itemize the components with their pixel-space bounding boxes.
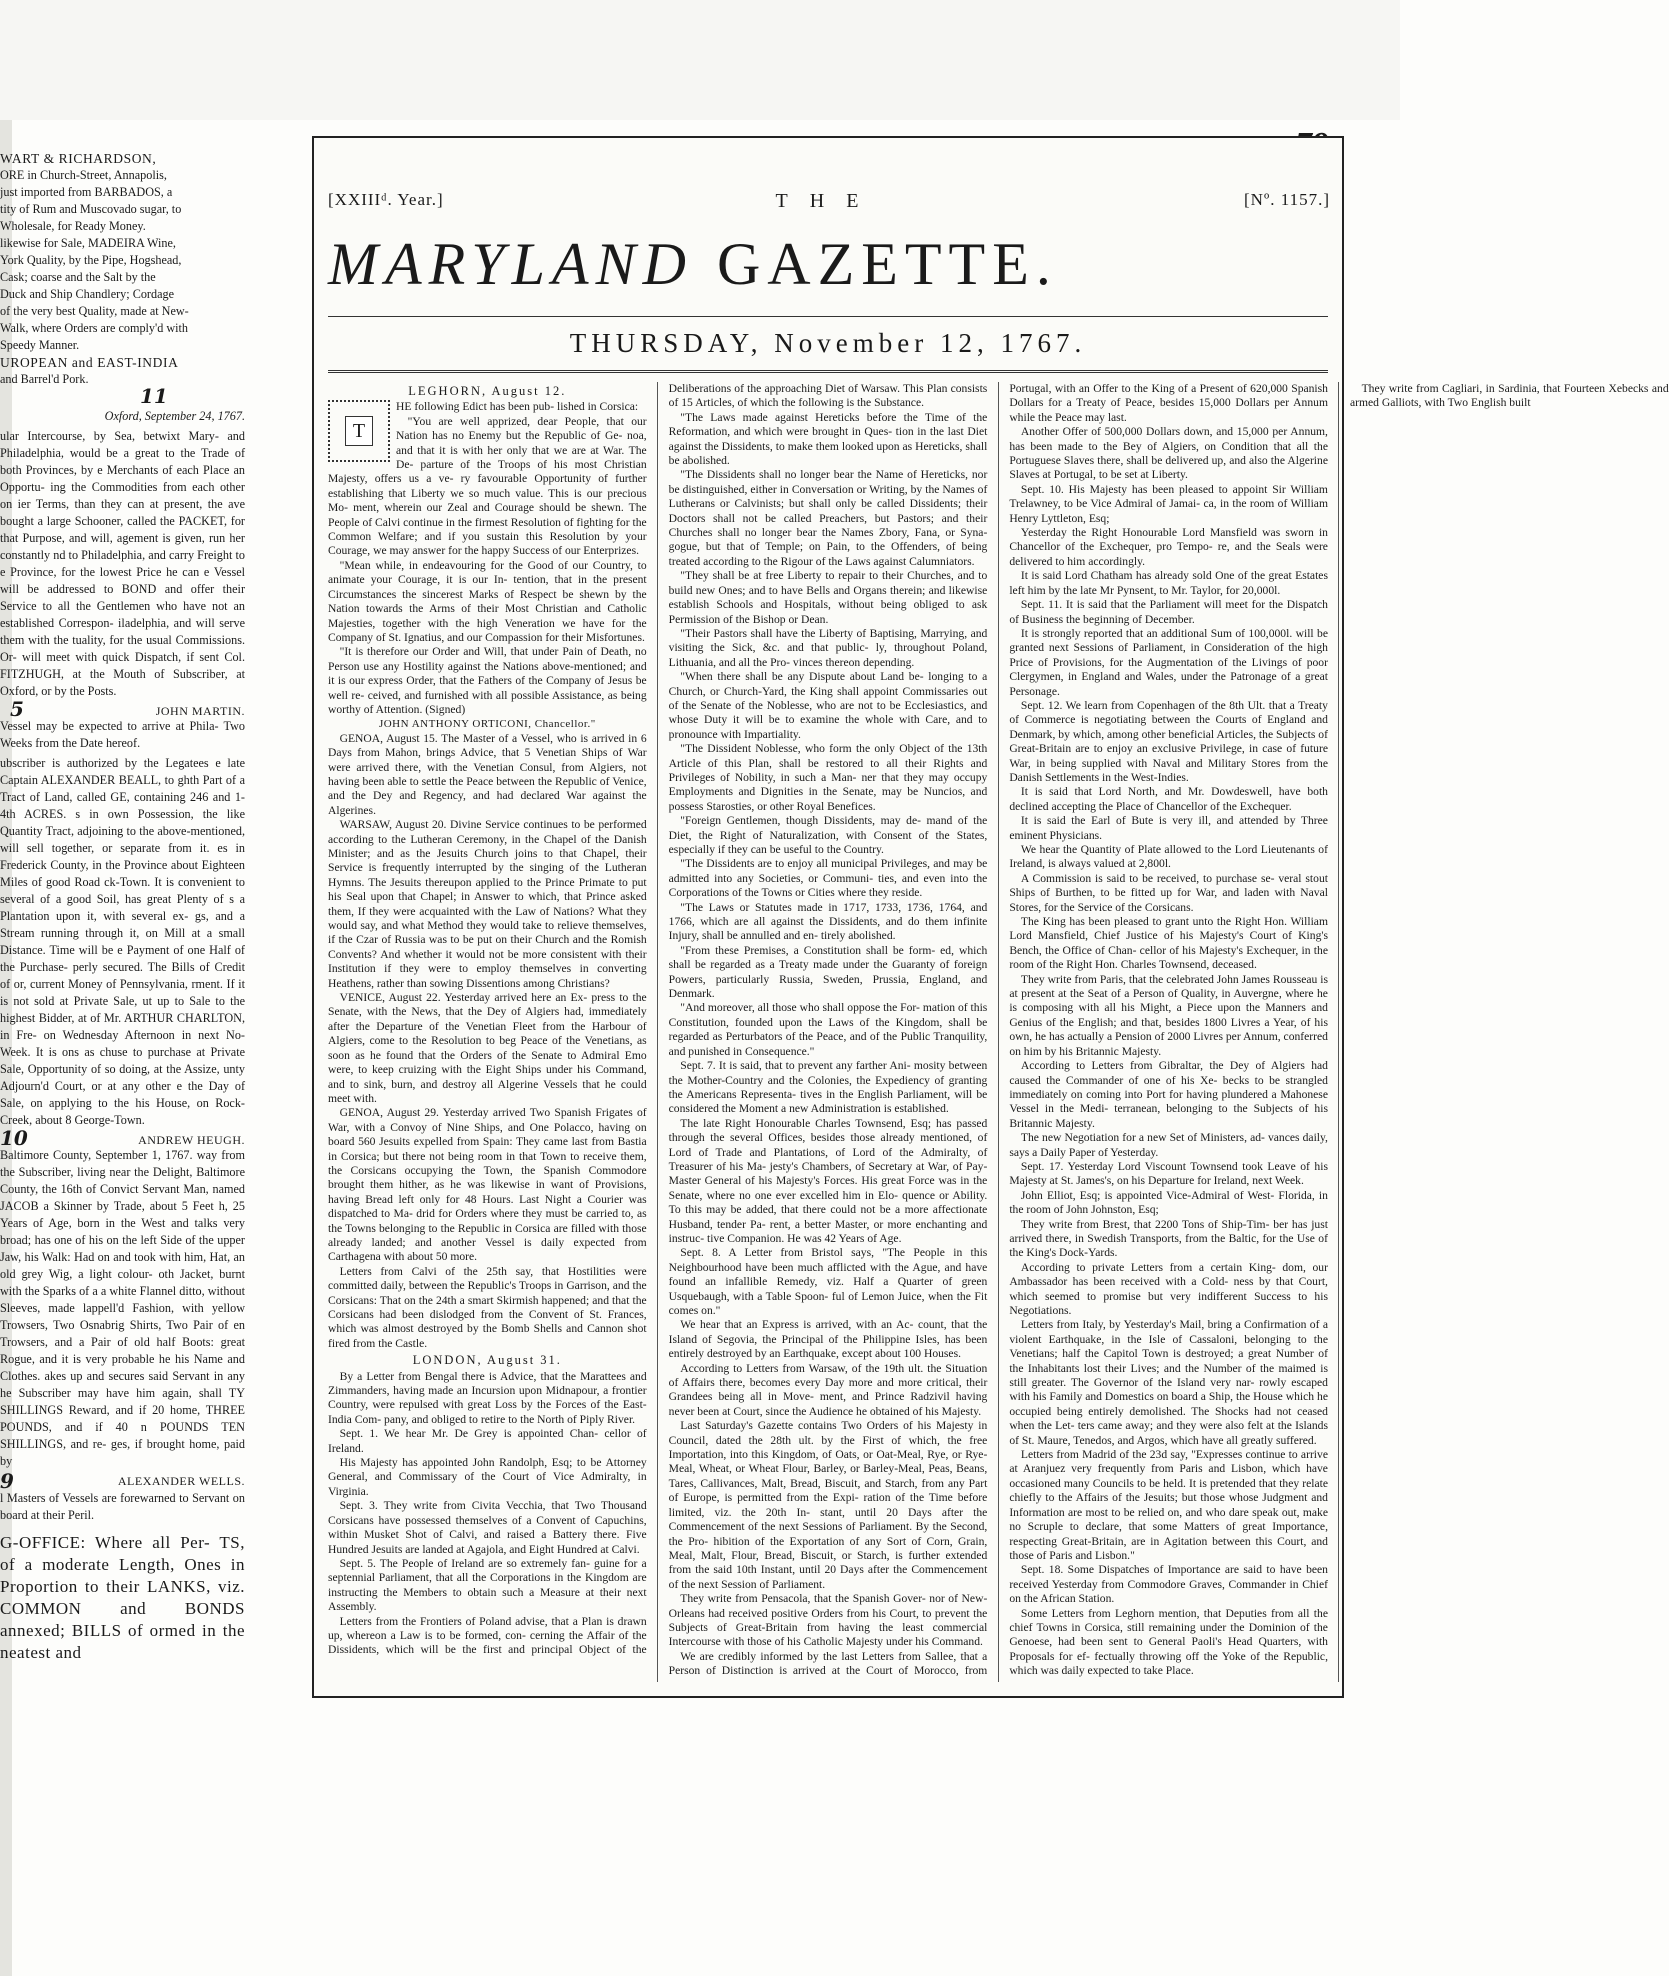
handwritten-mark: 9 [0,1469,14,1493]
ad-stewart-line: UROPEAN and EAST-INDIA [0,355,179,370]
ad-stewart-line: Duck and Ship Chandlery; Cordage [0,287,174,301]
article-paragraph: It is said Lord Chatham has already sold One of the great Estates left him by the late Mr Pynsent, to Mr. Taylor, for 20,000l. [1009,569,1328,597]
article-paragraph: Yesterday the Right Honourable Lord Mansfield was sworn in Chancellor of the Exchequer, pro Tempo- re, and the Seals were delivered to him accordingly. [1009,526,1328,568]
dateline-heading: LEGHORN, August 12. [408,384,567,398]
top-margin [0,0,1400,120]
article-paragraph: "The Dissident Noblesse, who form the only Object of the 13th Article of this Plan, shall be restored to all their Rights and Privileges of Nobility, in such a Man- ner that they may occupy Employments and Dignities in the Senate, may be Nuncios, and possess Starosties, or other Royal Benefices. [668,742,988,813]
ad-stewart-line: Cask; coarse and the Salt by the [0,270,156,284]
initial-letter: T [345,416,373,446]
signature-line: JOHN ANTHONY ORTICONI, Chancellor." [378,718,596,731]
masthead-rule [328,316,1328,317]
ad-legatees-body: ubscriber is authorized by the Legatees e late Captain ALEXANDER BEALL, to ghth Part of a Tract of Land, called GE, containing 246 and 1-4th ACRES. s in own Possession, the like Quantity Tract, adjoining to the above-mentioned, will sell together, or separate from it. es in Frederick County, in the Province about Eighteen Miles of good Road ck-Town. It is convenient to several of a good Soil, has great Plenty of s a Plantation upon it, with several ex- gs, and a Stream running through it, on Mill at a small Distance. Time will be e Payment of one Half of the Purchase- perly secured. The Bills of Credit of or, current Money of Pennsylvania, rment. If it is not sold at Private Sale, ut up to Sale to the highest Bidder, at of Mr. ARTHUR CHARLTON, in Fre- on Wednesday Afternoon in next No- Week. It is ons as chuse to purchase at Private Sale, Opportunity of so doing, at the Assize, unty Adjourn'd Court, or at any other e the Day of Sale, on applying to the his House, on Rock-Creek, about 8 George-Town. [0,756,245,1127]
handwritten-mark: 10 [0,1126,28,1150]
ad-oxford-body: ular Intercourse, by Sea, betwixt Mary- and Philadelphia, would be a great to the Trade of both Provinces, by e Merchants of each Place an Opportu- ing the Commodities from each other on ier Terms, than they can at present, the ave bought a large Schooner, called the PACKET, for that Purpose, and will, agement is given, run her constantly nd to Philadelphia, and carry Freight to e Province, for the lowest Price he can e Vessel will be addressed to BOND and offer their Service to all the Gentlemen who have not an established Correspon- iladelphia, and will serve them with the tuality, for the usual Commissions. Or- will meet with quick Dispatch, if sent Col. FITZHUGH, at the Mouth of Subscriber, at Oxford, or by the Posts. [0,429,245,698]
ad-stewart-line: just imported from BARBADOS, a [0,185,173,199]
article-paragraph: They write from Pensacola, that the Spanish Gover- nor of New-Orleans had received positive Orders from his Court, to prevent the Subjects of Great-Britain from having the least commercial Intercourse with those of his Catholic Majesty under his Command. [668,1592,988,1649]
article-paragraph: "It is therefore our Order and Will, that under Pain of Death, no Person use any Hostility against the Nations above-mentioned; and it is our express Order, that the Fathers of the Company of Jesus be well re- ceived, and furnished with all possible Assistance, as being worthy of Attention. (Signed) [328,645,647,716]
ornamental-initial [328,400,390,462]
article-paragraph: HE following Edict has been pub- lished in Corsica: [396,400,639,414]
article-paragraph: We hear the Quantity of Plate allowed to the Lord Lieutenants of Ireland, is always valued at 2,800l. [1009,843,1328,871]
article-paragraph: "The Laws made against Hereticks before the Time of the Reformation, and which were brought in Ques- tion in the last Diet against the Dissidents, to make them looked upon as Hereticks, shall be abolished. [668,410,988,468]
article-paragraph: "Mean while, in endeavouring for the Good of our Country, to animate your Courage, it is our In- tention, that in the present Circumstances the sincerest Marks of Respect be shewn by the Nation towards the Arms of their Most Christian and Catholic Majesties, together with the high Veneration we have for the Company of St. Ignatius, and our Compassion for their Misfortunes. [328,558,647,644]
article-paragraph: "Their Pastors shall have the Liberty of Baptising, Marrying, and visiting the Sick, &c. and that public- ly, throughout Poland, Lithuania, and all the Pro- vinces thereon depending. [668,626,988,669]
article-paragraph: "When there shall be any Dispute about Land be- longing to a Church, or Church-Yard, the King shall appoint Commissaries out of the Senate of the Noblesse, who are not to be Ecclesiastics, and whose Duty it will be to examine the whole with Care, and to pronounce with Impartiality. [668,670,988,741]
article-paragraph: Sept. 18. Some Dispatches of Importance are said to have been received Yesterday from Commodore Graves, Commander in Chief on the African Station. [1009,1563,1328,1606]
ad-stewart-line: WART & RICHARDSON, [0,151,157,166]
news-columns [328,382,1669,1682]
article-paragraph: They write from Brest, that 2200 Tons of Ship-Tim- ber has just arrived there, in Swedish Transports, from the Baltic, for the Use of the King's Dock-Yards. [1009,1217,1328,1260]
newspaper-title [328,230,1328,299]
article-paragraph: According to Letters from Gibraltar, the Dey of Algiers had caused the Commander of one of his Xe- becks to be strangled immediately on coming into Port for having plundered a Mahonese Vessel in the Medi- terranean, belonging to the Subjects of his Britannic Majesty. [1009,1059,1328,1130]
handwritten-mark: 5 [10,697,24,721]
article-paragraph: GENOA, August 29. Yesterday arrived Two Spanish Frigates of War, with a Convoy of Nine Ships, and One Polacco, having on board 560 Jesuits expelled from Spain: They came last from Bastia in Corsica; but there not being room in that Town to receive them, the Corsicans occupying the Town, the Spanish Commodore brought them hither, as he was likewise in want of Provisions, having Bread left only for 48 Hours. Last Night a Courier was dispatched to Ma- drid for Orders where they must be carried to, as the Towns belonging to the Republic in Corsica are filled with those already landed; and another Vessel is daily expected from Carthagena with about 50 more. [328,1106,647,1264]
article-paragraph: Sept. 10. His Majesty has been pleased to appoint Sir William Trelawney, to be Vice Admiral of Jamai- ca, in the room of William Henry Lyttleton, Esq; [1009,482,1328,525]
article-paragraph: "You are well apprized, dear People, that our Nation has no Enemy but the Republic of Ge- noa, and that it is with her only that we are at War. The De- parture of the Troops of his most Christian Majesty, offers us a ve- ry favourable Opportunity of further establishing that Liberty we so much value. This is our precious Mo- ment, wherein our Zeal and Courage should be shewn. The People of Calvi continue in the firmest Resolution of fighting for the Common Welfare; and if you sustain this Resolution by your Courage, we may answer for the happy Success of our Enterprizes. [328,414,647,558]
article-paragraph: John Elliot, Esq; is appointed Vice-Admiral of West- Florida, in the room of John Johnston, Esq; [1009,1188,1328,1217]
ad-stewart-line: ORE in Church-Street, Annapolis, [0,168,167,182]
volume-year: [XXIIIᵈ. Year.] [328,190,444,209]
ad-oxford-signature: JOHN MARTIN. [155,704,245,718]
article-paragraph: Sept. 5. The People of Ireland are so extremely fan- guine for a septennial Parliament, that all the Corporations in the Kingdom are instructing the Members to obtain such a Measure at their next Assembly. [328,1556,647,1614]
article-paragraph: According to private Letters from a certain King- dom, our Ambassador has been received with a Cold- ness by that Court, which seemed to promise but very indifferent Success to his Negotiations. [1009,1260,1328,1317]
ad-stewart-line: of the very best Quality, made at New- [0,304,189,318]
article-paragraph: "The Laws or Statutes made in 1717, 1733, 1736, 1764, and 1766, which are all against the Dissidents, and do them infinite Injury, shall be annulled and en- tirely abolished. [668,900,988,943]
article-paragraph: His Majesty has appointed John Randolph, Esq; to be Attorney General, and Commissary of the Court of Vice Admiralty, in Virginia. [328,1456,647,1498]
ad-stewart-line: Wholesale, for Ready Money. [0,219,146,233]
article-paragraph: The King has been pleased to grant unto the Right Hon. William Lord Mansfield, Chief Justice of his Majesty's Court of King's Bench, the Office of Chan- cellor of his Majesty's Exchequer, in the room of the Right Hon. Charles Townsend, deceased. [1009,915,1328,972]
ad-stewart-line: likewise for Sale, MADEIRA Wine, [0,236,176,250]
issue-dateline: THURSDAY, November 12, 1767. [569,328,1087,358]
article-paragraph: Sept. 11. It is said that the Parliament will meet for the Dispatch of Business the beginning of December. [1009,598,1328,626]
article-paragraph: "Foreign Gentlemen, though Dissidents, may de- mand of the Diet, the Right of Naturalization, with Consent of the States, especially if they can be useful to the Country. [668,814,988,856]
masthead-double-rule [328,370,1328,373]
ad-stewart-line: Walk, where Orders are comply'd with [0,321,189,335]
article-paragraph: GENOA, August 15. The Master of a Vessel, who is arrived in 6 Days from Mahon, brings Advice, that 5 Venetian Ships of War were arrived there, with the Venetian Consul, from Algiers, not having been able to settle the Peace between the Republic of Venice, and the Dey and Regency, and had declared War against the Algerines. [328,731,647,817]
ad-runaway-signature: ALEXANDER WELLS. [117,1474,245,1488]
title-gazette: GAZETTE. [716,231,1058,297]
article-paragraph: Letters from Calvi of the 25th say, that Hostilities were committed daily, between the Republic's Troops in Garrison, and the Corsicans: That on the 24th a smart Skirmish happened; and that the Corsicans had been dislodged from the Convent of St. Frances, which was almost destroyed by the Bomb Shells and Cannon shot fired from the Castle. [328,1264,647,1350]
article-paragraph: Sept. 8. A Letter from Bristol says, "The People in this Neighbourhood have been much afflicted with the Ague, and have found an infallible Remedy, viz. Half a Quarter of green Usquebaugh, with a Table Spoon- ful of Lemon Juice, when the Fit comes on." [668,1246,988,1317]
article-paragraph: Sept. 1. We hear Mr. De Grey is appointed Chan- cellor of Ireland. [328,1427,647,1455]
ad-legatees-signature: ANDREW HEUGH. [138,1133,245,1147]
article-paragraph: The new Negotiation for a new Set of Ministers, ad- vances daily, says a Daily Paper of Yesterday. [1009,1131,1328,1159]
article-paragraph: It is said that Lord North, and Mr. Dowdeswell, have both declined accepting the Place of Chancellor of the Exchequer. [1009,785,1328,813]
article-paragraph: They write from Paris, that the celebrated John James Rousseau is at present at the Seat of a Person of Quality, in Auvergne, where he is composing with all his Might, a Piece upon the Manners and Genius of the English; and that, besides 1800 Livres a Year, of his own, he has actually a Pension of 2000 Livres per Annum, conferred on him by his Britannic Majesty. [1009,972,1328,1058]
ad-oxford-dateline: Oxford, September 24, 1767. [104,409,245,423]
ad-stewart-line: tity of Rum and Muscovado sugar, to [0,202,182,216]
article-paragraph: We hear that an Express is arrived, with an Ac- count, that the Island of Segovia, the Principal of the Philippine Isles, has been entirely destroyed by an Earthquake, except about 100 Houses. [668,1318,988,1361]
article-paragraph: Sept. 17. Yesterday Lord Viscount Townsend took Leave of his Majesty at St. James's, on his Departure for Ireland, next Week. [1009,1159,1328,1188]
ad-stewart-line: and Barrel'd Pork. [0,372,89,386]
ad-printing-office: G-OFFICE: Where all Per- TS, of a moderate Length, Ones in Proportion to their LANKS, viz. COMMON and BONDS annexed; BILLS of ormed in the neatest and [0,1533,245,1662]
article-paragraph: The late Right Honourable Charles Townsend, Esq; has passed through the several Offices, besides those already mentioned, of Lord of Trade and Plantations, of Lord of the Admiralty, of Treasurer of his Ma- jesty's Chambers, of Secretary at War, of Pay-Master General of his Majesty's Forces. His great Force was in the Senate, where no one ever excelled him in Elo- quence or Ability. To this may be added, that there could not be a more affectionate Husband, tender Pa- rent, a better Master, or more enchanting and instruc- tive Companion. He was 42 Years of Age. [668,1116,988,1245]
masthead-the: THE [775,190,881,212]
article-paragraph: Last Saturday's Gazette contains Two Orders of his Majesty in Council, dated the 28th ult. by the First of which, the free Importation, into this Kingdom, of Oats, or Oat-Meal, Rye, or Rye-Meal, Wheat, or Wheat Flour, Barley, or Barley-Meal, Peas, Beans, Tares, Callivances, Malt, Bread, Biscuit, and Starch, from any Part of Europe, is permitted from the Expi- ration of the Time before limited, viz. the 20th In- stant, until 20 Days after the Commencement of the next Sessions of Parliament. By the Second, the Pro- hibition of the Exportation of any Sort of Corn, Grain, Meal, Malt, Flour, Bread, Biscuit, or Starch, is further extended from the said 10th Instant, until 20 Days after the Commencement of the next Session of Parliament. [668,1419,988,1591]
ad-stewart-richardson [0,150,245,388]
handwritten-mark: 11 [140,384,168,408]
dateline-heading: LONDON, August 31. [412,1353,562,1368]
article-paragraph: Letters from the Frontiers of Poland advise, that a Plan is drawn up, whereon a Law is to be formed, con- cerning the Affair of the Dissidents, which will be the first and principal Object of the Deliberations of the approaching Diet of Warsaw. This Plan consists of 15 Articles, of which the following is the Substance. [328,382,988,1657]
article-paragraph: They write from Cagliari, in Sardinia, that Fourteen Xebecks and armed Galliots, with Two English built [1349,382,1669,410]
article-paragraph: Sept. 3. They write from Civita Vecchia, that Two Thousand Corsicans have possessed themselves of a Convent of Capuchins, within Musket Shot of Calvi, and raised a Battery there. Five Hundred Jesuits are landed at Agajola, and Eight Hundred at Calvi. [328,1499,647,1556]
article-paragraph: It is strongly reported that an additional Sum of 100,000l. will be granted next Sessions of Parliament, in Consideration of the high Price of Provisions, for the Augmentation of the Livings of poor Clergymen, in England and Wales, under the Patronage of a great Personage. [1009,626,1328,698]
article-paragraph: It is said the Earl of Bute is very ill, and attended by Three eminent Physicians. [1009,814,1328,842]
ad-stewart-line: Speedy Manner. [0,338,80,352]
article-paragraph: "And moreover, all those who shall oppose the For- mation of this Constitution, founded upon the Laws of the Kingdom, shall be regarded as Perturbators of the Peace, and of the Public Tranquility, and punished in Consequence." [668,1001,988,1058]
ad-runaway-body: Baltimore County, September 1, 1767. way from the Subscriber, living near the Delight, Baltimore County, the 16th of Convict Servant Man, named JACOB a Skinner by Trade, about 5 Feet h, 25 Years of Age, born in the West and talks very broad; has one of his on the left Side of the upper Jaw, his Walk: Had on and took with him, Hat, an old grey Wig, a light colour- oth Jacket, burnt with the Sparks of a a white Flannel ditto, without Sleeves, made lappell'd Fashion, with yellow Trowsers, Two Osnabrig Shirts, Two Pair of en Trowsers, and a Pair of old half Boots: great Rogue, and it is very probable he his Name and Clothes. akes up and secures said Servant in any he Subscriber may have him again, shall TY SHILLINGS Reward, and if 20 home, THREE POUNDS, and if 40 n POUNDS TEN SHILLINGS, and re- ges, if brought home, paid by [0,1148,245,1468]
article-paragraph: According to Letters from Warsaw, of the 19th ult. the Situation of Affairs there, becomes every Day more and more critical, their Grandees being all in Move- ment, and Prince Radzivil having never been at Court, since the Audience he obtained of his Majesty. [668,1361,988,1418]
article-paragraph: Letters from Madrid of the 23d say, "Expresses continue to arrive at Aranjuez very frequently from Paris and Lisbon, which have occasioned many Councils to be held. It is pretended that they relate chiefly to the Affairs of the Jesuits; but those whose Judgment and Information are most to be relied on, and who dare speak out, make no Scruple to declare, that some Matters of great Importance, respecting Great-Britain, are in Agitation between this Court, and those of Paris and Lisbon." [1009,1448,1328,1562]
ad-runaway-note: l Masters of Vessels are forewarned to Servant on board at their Peril. [0,1491,245,1522]
ad-stewart-line: York Quality, by the Pipe, Hogshead, [0,253,182,267]
title-maryland: MARYLAND [328,231,693,297]
ad-oxford-note: Vessel may be expected to arrive at Phila- Two Weeks from the Date hereof. [0,719,245,750]
article-paragraph: Some Letters from Leghorn mention, that Deputies from all the chief Towns in Corsica, still remaining under the Dominion of the Genoese, had been sent to General Paoli's Head Quarters, with Proposals for ef- fectually throwing off the Yoke of the Republic, which was daily expected to take Place. [1009,1606,1328,1678]
article-paragraph: "The Dissidents shall no longer bear the Name of Hereticks, nor be distinguished, either in Conversation or Writing, by the Names of Lutherans or Calvinists; but shall only be called Dissidents; their Doctors shall not be called Preachers, but Pastors; and their Churches shall no longer bear the Names Zbory, Fana, or Syna- gogue, but that of Temple; on Pain, to the Offenders, of being treated according to the Rigour of the Laws against Calumniators. [668,468,988,568]
article-paragraph: "From these Premises, a Constitution shall be form- ed, which shall be regarded as a Treaty made under the Guaranty of foreign Powers, particularly Russia, Sweden, Prussia, England, and Denmark. [668,943,988,1001]
article-paragraph: Another Offer of 500,000 Dollars down, and 15,000 per Annum, has been made to the Bey of Algiers, on Condition that all the Portuguese Slaves there, shall be delivered up, and also the Algerine Slaves at Portugal, to be set at Liberty. [1009,425,1328,482]
article-paragraph: Letters from Italy, by Yesterday's Mail, bring a Confirmation of a violent Earthquake, in the Isle of Cassaloni, belonging to the Venetians; half the Capitol Town is destroyed; a great Number of the Inhabitants lost their Lives; and the Number of the maimed is still greater. The Governor of the Island very nar- rowly escaped with his Family and Domestics on board a Ship, the House which he occupied being entirely demolished. The Shocks had not ceased when the Let- ters came away; and they were also felt at the Islands of St. Maure, Tenedos, and Argos, which have all greatly suffered. [1009,1318,1328,1447]
article-paragraph: Sept. 12. We learn from Copenhagen of the 8th Ult. that a Treaty of Commerce is negotiating between the Courts of England and Denmark, by which, among other beneficial Articles, the Subjects of Great-Britain are to enjoy an exclusive Privilege, in case of future War, in being supplied with Naval and Military Stores from the Danish Settlements in the West-Indies. [1009,698,1328,784]
article-paragraph: VENICE, August 22. Yesterday arrived here an Ex- press to the Senate, with the News, that the Dey of Algiers had, immediately after the Departure of the Venetian Fleet from the Harbour of Algiers, come to the Resolution to beg Peace of the Venetians, as soon as he found that the Orders of the Senate to Admiral Emo were, to keep cruizing with the Eight Ships under his Command, and to sink, burn, and destroy all Algerine Vessels that he could meet with. [328,991,647,1105]
article-paragraph: By a Letter from Bengal there is Advice, that the Marattees and Zimmanders, having made an Incursion upon Midnapour, a frontier Country, were repulsed with great Loss by the Forces of the East-India Com- pany, and obliged to retire to the North of Piply River. [328,1369,647,1426]
left-page-fragment [0,150,245,1662]
article-paragraph: A Commission is said to be received, to purchase se- veral stout Ships of Burthen, to be fitted up for War, and laden with Naval Stores, for the Service of the Corsicans. [1009,871,1328,914]
issue-number: [Nº. 1157.] [1244,190,1330,209]
article-paragraph: "They shall be at free Liberty to repair to their Churches, and to build new Ones; and to have Bells and Organs therein; and likewise establish Schools and Hospitals, without being obliged to ask Permission of the Bishop or Dean. [668,569,988,626]
article-paragraph: Sept. 7. It is said, that to prevent any farther Ani- mosity between the Mother-Country and the Colonies, the Expediency of granting the Americans Representa- tives in the English Parliament, will be considered the Moment a new Administration is established. [668,1059,988,1116]
article-paragraph: "The Dissidents are to enjoy all municipal Privileges, and may be admitted into any Societies, or Communi- ties, and even into the Corporations of the Towns or Cities where they reside. [668,857,988,900]
article-paragraph: We are credibly informed by the last Letters from Sallee, that a Person of Distinction is arrived at the Court of Morocco, from Portugal, with an Offer to the King of a Present of 620,000 Spanish Dollars for a Treaty of Peace, besides 15,000 Dollars per Annum while the Peace may last. [668,382,1328,1678]
article-paragraph: WARSAW, August 20. Divine Service continues to be performed according to the Lutheran Ceremony, in the Chapel of the Danish Minister; and as the Jesuits Church joins to that Chapel, their Service is frequently interrupted by the singing of the Lutheran Hymns. The Jesuits thereupon applied to the Prince Primate to put his Seal upon that Chapel; in Answer to which, that Prince asked them, If they were acquainted with the Law of Nations? What they would say, and what Method they would take to relieve themselves, if the Czar of Russia was to be put on their Church and the Romish Convents? And whether it would not be more consistent with their Institution if they were to employ themselves in converting Heathens, rather than sowing Dissentions among Christians? [328,818,647,990]
newspaper-page [312,136,1669,1698]
